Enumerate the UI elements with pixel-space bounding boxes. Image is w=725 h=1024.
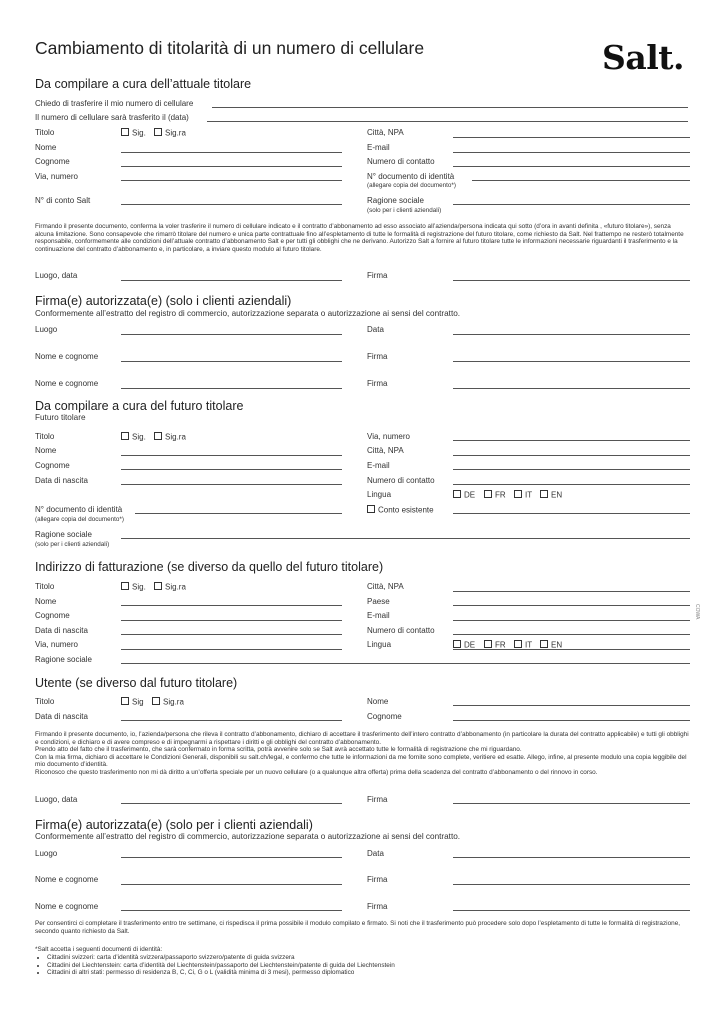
- checkbox-icon[interactable]: [540, 640, 548, 648]
- data-field[interactable]: [453, 334, 690, 335]
- email-field[interactable]: [453, 620, 690, 621]
- titolo-label: Titolo: [35, 582, 55, 591]
- ragione-field[interactable]: [121, 663, 690, 664]
- citta-field[interactable]: [453, 455, 690, 456]
- nome-field[interactable]: [453, 705, 690, 706]
- email-label: E-mail: [367, 461, 390, 470]
- section-heading-user: Utente (se diverso dal futuro titolare): [35, 676, 238, 690]
- page-title: Cambiamento di titolarità di un numero di cellulare: [35, 38, 425, 58]
- citta-label: Città, NPA: [367, 582, 404, 591]
- conto-esistente-field[interactable]: [453, 513, 690, 514]
- checkbox-icon[interactable]: [484, 640, 492, 648]
- option-sig[interactable]: Sig.: [121, 582, 146, 592]
- transfer-date-label: Il numero di cellulare sarà trasferito il (data): [35, 113, 189, 122]
- firma-field[interactable]: [453, 884, 690, 885]
- ragione-note: (solo per i clienti aziendali): [35, 541, 110, 548]
- luogo-data-label: Luogo, data: [35, 271, 78, 280]
- via-label: Via, numero: [35, 172, 78, 181]
- id-docs-title: *Salt accetta i seguenti documenti di identità:: [35, 946, 163, 953]
- docid-field[interactable]: [472, 180, 690, 181]
- firma-field[interactable]: [453, 361, 690, 362]
- cognome-label: Cognome: [35, 611, 70, 620]
- nascita-field[interactable]: [121, 634, 342, 635]
- lang-option-fr[interactable]: FR: [484, 490, 506, 500]
- section-subheading: Conformemente all’estratto del registro di commercio, autorizzazione separata o autorizzazione ai sensi del contratto.: [35, 309, 461, 318]
- consent-paragraph: Firmando il presente documento, conferma la voler trasferire il numero di cellulare indicato e il contratto d’abbonamento ad esso associato all’azienda/persona indicata qui sotto (d’ora in avanti definita , «futuro titolare»), senza alcuna limitazione. Sono consapevole che rimarrò titolare del numero e unica parte contrattuale fino all’espletamento di tutte le formalità di registrazione del futuro titolare, come richiesto da Salt. Nel frattempo ne resterò totalmente responsabile, conformemente alle condizioni dell’attuale contratto d’abbonamento Salt e per tutti gli obblighi che ne derivano. Autorizzo Salt a fornire al futuro titolare tutte le informazioni necessarie riguardanti il trasferimento e la continuazione del contratto d’abbonamento e, in particolare, a inviare questo modulo al futuro titolare.: [35, 223, 684, 253]
- via-label: Via, numero: [367, 432, 410, 441]
- transfer-request-field[interactable]: [212, 107, 688, 108]
- salt-logo: Salt.: [602, 38, 684, 77]
- section-subheading: Conformemente all’estratto del registro di commercio, autorizzazione separata o autorizzazione ai sensi del contratto.: [35, 832, 461, 841]
- checkbox-icon[interactable]: [484, 490, 492, 498]
- checkbox-icon[interactable]: [154, 582, 162, 590]
- conto-label: N° di conto Salt: [35, 196, 91, 205]
- section-heading-billing-address: Indirizzo di fatturazione (se diverso da quello del futuro titolare): [35, 560, 384, 574]
- checkbox-icon[interactable]: [152, 697, 160, 705]
- luogo-field[interactable]: [121, 334, 342, 335]
- list-item: • Cittadini del Liechtenstein: carta d’identità del Liechtenstein/passaporto del Liechtenstein/patente di guida del Liechtenstein: [47, 962, 702, 970]
- footer-paragraph: Per consentirci ci completare il trasferimento entro tre settimane, ci rispedisca il prima possibile il modulo compilato e firmato. Si noti che il trasferimento può procedere solo dopo l’espletamento di tutte le formalità di registrazione, secondo quanto richiesto da Salt.: [35, 920, 681, 935]
- checkbox-icon[interactable]: [154, 128, 162, 136]
- titolo-label: Titolo: [35, 128, 55, 137]
- firma-label: Firma: [367, 352, 388, 361]
- firma-label: Firma: [367, 795, 388, 804]
- docid-note: (allegare copia del documento*): [367, 182, 456, 189]
- cognome-field[interactable]: [121, 620, 342, 621]
- cognome-field[interactable]: [121, 469, 342, 470]
- option-sigra[interactable]: Sig.ra: [152, 697, 184, 707]
- section-heading-authorized-signatures-2: Firma(e) autorizzata(e) (solo per i clienti aziendali): [35, 818, 313, 832]
- contatto-field[interactable]: [453, 634, 690, 635]
- luogo-data-field[interactable]: [121, 803, 342, 804]
- nascita-field[interactable]: [121, 484, 342, 485]
- checkbox-icon[interactable]: [514, 490, 522, 498]
- firma-field[interactable]: [453, 910, 690, 911]
- via-field[interactable]: [121, 649, 342, 650]
- titolo-label: Titolo: [35, 432, 55, 441]
- nome-cognome-field[interactable]: [121, 361, 342, 362]
- email-label: E-mail: [367, 143, 390, 152]
- firma-label: Firma: [367, 875, 388, 884]
- option-sig[interactable]: Sig: [121, 697, 144, 707]
- section-heading-future-holder: Da compilare a cura del futuro titolare: [35, 399, 244, 413]
- list-item: • Cittadini di altri stati: permesso di residenza B, C, Ci, G o L (validità minima di 3 mesi), permesso diplomatico: [47, 969, 702, 977]
- lang-option-en[interactable]: EN: [540, 490, 562, 500]
- email-field[interactable]: [453, 469, 690, 470]
- nascita-label: Data di nascita: [35, 712, 88, 721]
- ragione-note: (solo per i clienti aziendali): [367, 207, 442, 214]
- checkbox-icon[interactable]: [121, 582, 129, 590]
- checkbox-icon[interactable]: [367, 505, 375, 513]
- contatto-label: Numero di contatto: [367, 476, 435, 485]
- firma-label: Firma: [367, 902, 388, 911]
- docid-label: N° documento di identità: [35, 505, 123, 514]
- checkbox-icon[interactable]: [121, 432, 129, 440]
- ragione-label: Ragione sociale: [35, 530, 92, 539]
- side-code: COWA: [694, 604, 700, 620]
- cognome-label: Cognome: [367, 712, 402, 721]
- nascita-label: Data di nascita: [35, 626, 88, 635]
- transfer-request-label: Chiedo di trasferire il mio numero di cellulare: [35, 99, 194, 108]
- luogo-label: Luogo: [35, 325, 58, 334]
- option-sig[interactable]: Sig.: [121, 128, 146, 138]
- cognome-label: Cognome: [35, 461, 70, 470]
- luogo-label: Luogo: [35, 849, 58, 858]
- nome-label: Nome: [367, 697, 389, 706]
- data-label: Data: [367, 849, 384, 858]
- lingua-label: Lingua: [367, 640, 392, 649]
- nome-label: Nome: [35, 597, 57, 606]
- nome-cognome-field[interactable]: [121, 910, 342, 911]
- section-heading-authorized-signatures: Firma(e) autorizzata(e) (solo i clienti aziendali): [35, 294, 292, 308]
- nome-label: Nome: [35, 143, 57, 152]
- via-field[interactable]: [453, 440, 690, 441]
- transfer-date-field[interactable]: [207, 121, 688, 122]
- nome-field[interactable]: [121, 605, 342, 606]
- lingua-label: Lingua: [367, 490, 392, 499]
- option-sigra[interactable]: Sig.ra: [154, 128, 186, 138]
- docid-note: (allegare copia del documento*): [35, 516, 124, 523]
- email-field[interactable]: [453, 152, 690, 153]
- acceptance-text: Firmando il presente documento, io, l’azienda/persona che rileva il contratto d’abbonamento, dichiaro di accettare il trasferimento dell’intero contratto d’abbonamento (in particolare la durata del contratto applicabile) e tutti gli obblighi e condizioni, e dichiaro e di avere compreso e di impegnarmi a rispettare i diritti e gli obblighi del contratto d’abbonamento. Prendo atto del fatto che il trasferimento, che sarà confermato in forma scritta, potrà avvenire solo se Salt avrà accettato tutte le formalità di registrazione che mi riguardano. Con la mia firma, dichiaro di accettare le Condizioni Generali, disponibili su salt.ch/legal, e confermo che tutte le informazioni da me fornite sono complete, veritiere ed esatte. Allego, infine, al presente modulo una copia leggibile del mio documento d’identità. Riconosco che questo trasferimento non mi dà diritto a un’offerta speciale per un nuovo cellulare (o a qualunque altra offerta) prima della scadenza del contratto d’abbonamento o del rinnovo in corso.: [35, 731, 689, 776]
- titolo-label: Titolo: [35, 697, 55, 706]
- checkbox-icon[interactable]: [121, 128, 129, 136]
- option-sigra[interactable]: Sig.ra: [154, 432, 186, 442]
- ragione-field[interactable]: [121, 538, 690, 539]
- email-label: E-mail: [367, 611, 390, 620]
- nome-field[interactable]: [121, 455, 342, 456]
- option-sig[interactable]: Sig.: [121, 432, 146, 442]
- data-label: Data: [367, 325, 384, 334]
- data-field[interactable]: [453, 857, 690, 858]
- docid-field[interactable]: [135, 513, 342, 514]
- luogo-data-field[interactable]: [121, 280, 342, 281]
- contatto-label: Numero di contatto: [367, 626, 435, 635]
- luogo-data-label: Luogo, data: [35, 795, 78, 804]
- contatto-field[interactable]: [453, 484, 690, 485]
- contatto-field[interactable]: [453, 166, 690, 167]
- ragione-label: Ragione sociale: [35, 655, 92, 664]
- cognome-label: Cognome: [35, 157, 70, 166]
- lingua-field[interactable]: [453, 649, 690, 650]
- contatto-label: Numero di contatto: [367, 157, 435, 166]
- nome-cognome-field[interactable]: [121, 884, 342, 885]
- luogo-field[interactable]: [121, 857, 342, 858]
- nascita-field[interactable]: [121, 720, 342, 721]
- citta-label: Città, NPA: [367, 128, 404, 137]
- firma-label: Firma: [367, 271, 388, 280]
- nome-label: Nome: [35, 446, 57, 455]
- checkbox-icon[interactable]: [453, 490, 461, 498]
- nome-field[interactable]: [121, 152, 342, 153]
- firma-field[interactable]: [453, 803, 690, 804]
- lang-option-fr[interactable]: FR: [484, 640, 506, 650]
- nome-cognome-field[interactable]: [121, 388, 342, 389]
- via-field[interactable]: [121, 180, 342, 181]
- nascita-label: Data di nascita: [35, 476, 88, 485]
- nome-cognome-label: Nome e cognome: [35, 875, 99, 884]
- conto-field[interactable]: [121, 204, 342, 205]
- lang-option-it[interactable]: IT: [514, 490, 532, 500]
- ragione-label: Ragione sociale: [367, 196, 424, 205]
- paese-field[interactable]: [453, 605, 690, 606]
- docid-label: N° documento di identità: [367, 172, 455, 181]
- option-sigra[interactable]: Sig.ra: [154, 582, 186, 592]
- via-label: Via, numero: [35, 640, 78, 649]
- section-heading-current-holder: Da compilare a cura dell’attuale titolare: [35, 77, 252, 91]
- citta-label: Città, NPA: [367, 446, 404, 455]
- cognome-field[interactable]: [453, 720, 690, 721]
- nome-cognome-label: Nome e cognome: [35, 902, 99, 911]
- list-item: • Cittadini svizzeri: carta d’identità svizzera/passaporto svizzero/patente di guida svizzera: [47, 954, 702, 962]
- lang-option-it[interactable]: IT: [514, 640, 532, 650]
- conto-esistente-option[interactable]: Conto esistente: [367, 505, 434, 515]
- lang-option-de[interactable]: DE: [453, 490, 475, 500]
- cognome-field[interactable]: [121, 166, 342, 167]
- ragione-field[interactable]: [453, 204, 690, 205]
- nome-cognome-label: Nome e cognome: [35, 379, 99, 388]
- firma-label: Firma: [367, 379, 388, 388]
- citta-field[interactable]: [453, 591, 690, 592]
- checkbox-icon[interactable]: [453, 640, 461, 648]
- checkbox-icon[interactable]: [540, 490, 548, 498]
- firma-field[interactable]: [453, 280, 690, 281]
- checkbox-icon[interactable]: [121, 697, 129, 705]
- checkbox-icon[interactable]: [514, 640, 522, 648]
- checkbox-icon[interactable]: [154, 432, 162, 440]
- lang-option-de[interactable]: DE: [453, 640, 475, 650]
- lang-option-en[interactable]: EN: [540, 640, 562, 650]
- firma-field[interactable]: [453, 388, 690, 389]
- nome-cognome-label: Nome e cognome: [35, 352, 99, 361]
- paese-label: Paese: [367, 597, 390, 606]
- section-subheading: Futuro titolare: [35, 413, 86, 422]
- citta-field[interactable]: [453, 137, 690, 138]
- id-docs-list: [35, 954, 702, 977]
